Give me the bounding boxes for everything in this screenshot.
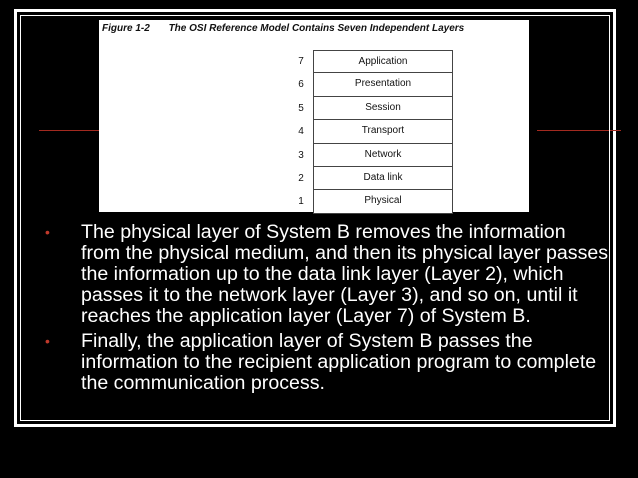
bullet-marker: • bbox=[45, 224, 50, 240]
layer-number: 6 bbox=[298, 79, 304, 91]
bullet-item bbox=[37, 331, 609, 394]
bullet-text: Finally, the application layer of System B passes the information to the recipient application program to complete the communication process. bbox=[81, 330, 597, 394]
layer-number: 1 bbox=[298, 196, 304, 208]
layer-box: Physical bbox=[313, 190, 453, 213]
layer-box: Data link bbox=[313, 167, 453, 190]
layer-row bbox=[99, 97, 529, 120]
osi-figure bbox=[99, 20, 529, 212]
layer-row bbox=[99, 167, 529, 190]
bullet-marker: • bbox=[45, 333, 50, 349]
layer-box: Presentation bbox=[313, 73, 453, 96]
layer-number: 5 bbox=[298, 102, 304, 114]
layer-number: 4 bbox=[298, 126, 304, 138]
figure-caption bbox=[102, 23, 464, 34]
layer-box: Application bbox=[313, 50, 453, 73]
layer-number: 3 bbox=[298, 149, 304, 161]
layer-row bbox=[99, 144, 529, 167]
layer-row bbox=[99, 120, 529, 143]
layer-box: Network bbox=[313, 144, 453, 167]
layer-row bbox=[99, 73, 529, 96]
bullet-text: The physical layer of System B removes the information from the physical medium, and then its physical layer passes the information up to the data link layer (Layer 2), which passes it to the network layer (Layer 3), and so on, until it reaches the application layer (Layer 7) of System B. bbox=[81, 221, 609, 327]
layer-row bbox=[99, 50, 529, 73]
layer-number: 2 bbox=[298, 173, 304, 184]
title-rule-right bbox=[537, 130, 621, 131]
bullet-item bbox=[37, 222, 609, 327]
layer-box: Transport bbox=[313, 120, 453, 143]
bullet-list bbox=[37, 222, 609, 398]
figure-number: Figure 1-2 bbox=[102, 23, 150, 34]
layer-row bbox=[99, 190, 529, 213]
slide-frame bbox=[14, 9, 616, 427]
layer-number: 7 bbox=[298, 56, 304, 67]
layer-box: Session bbox=[313, 97, 453, 120]
figure-title: The OSI Reference Model Contains Seven Independent Layers bbox=[168, 23, 465, 34]
